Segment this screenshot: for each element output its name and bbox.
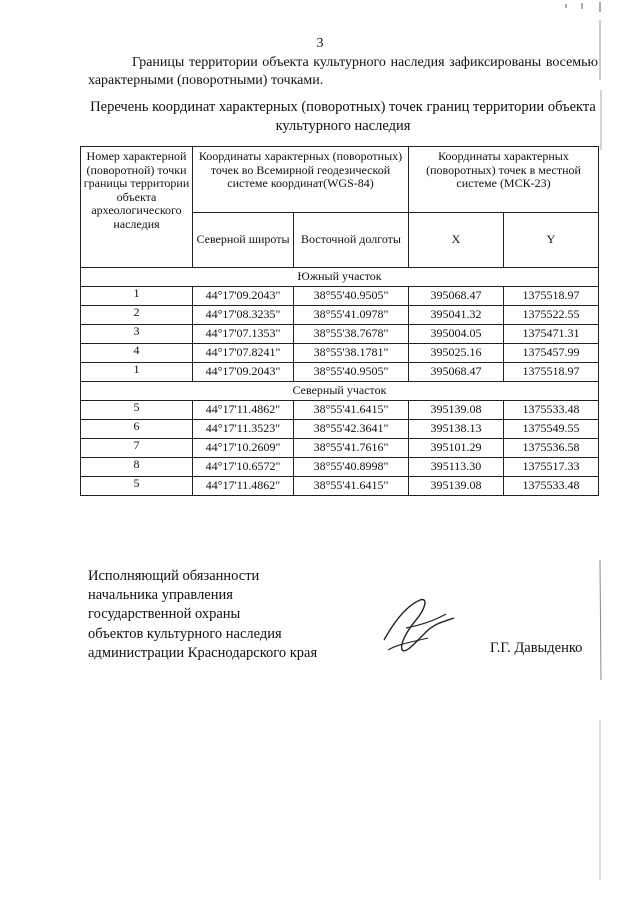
table-row [81,401,599,420]
longitude-cell: 38°55'38.1781" [294,344,409,363]
signer-name: Г.Г. Давыденко [490,640,583,656]
y-coordinate-cell: 1375471.31 [504,325,599,344]
intro-paragraph: Границы территории объекта культурного наследия зафиксированы восемью характерными (поворотными) точками. [88,55,598,88]
y-coordinate-cell: 1375533.48 [504,477,599,496]
x-coordinate-cell: 395139.08 [409,477,504,496]
handwritten-signature [376,592,466,662]
signer-position-line: начальника управления [88,587,233,604]
latitude-cell: 44°17'09.2043" [193,287,294,306]
x-coordinate-cell: 395041.32 [409,306,504,325]
x-coordinate-cell: 395139.08 [409,401,504,420]
point-number-cell: 7 [81,439,193,458]
latitude-cell: 44°17'07.8241" [193,344,294,363]
header-y: Y [504,213,599,268]
header-msk-group: Координаты характерных (поворотных) точек в местной системе (МСК-23) [409,147,599,213]
header-point-number: Номер характерной (поворотной) точки границы территории объекта археологического наследия [81,147,193,268]
x-coordinate-cell: 395004.05 [409,325,504,344]
table-row [81,458,599,477]
table-body [81,268,599,496]
table-row [81,477,599,496]
table-row [81,344,599,363]
latitude-cell: 44°17'07.1353" [193,325,294,344]
point-number-cell: 5 [81,401,193,420]
table-row [81,325,599,344]
latitude-cell: 44°17'11.4862" [193,477,294,496]
y-coordinate-cell: 1375522.55 [504,306,599,325]
latitude-cell: 44°17'11.3523" [193,420,294,439]
point-number-cell: 3 [81,325,193,344]
latitude-cell: 44°17'11.4862" [193,401,294,420]
point-number-cell: 1 [81,363,193,382]
longitude-cell: 38°55'41.0978" [294,306,409,325]
point-number-cell: 1 [81,287,193,306]
point-number-cell: 6 [81,420,193,439]
longitude-cell: 38°55'42.3641" [294,420,409,439]
latitude-cell: 44°17'10.6572" [193,458,294,477]
latitude-cell: 44°17'09.2043" [193,363,294,382]
header-wgs-group: Координаты характерных (поворотных) точек во Всемирной геодезической системе координат(WGS-84) [193,147,409,213]
y-coordinate-cell: 1375549.55 [504,420,599,439]
y-coordinate-cell: 1375517.33 [504,458,599,477]
scan-edge-line [598,20,606,880]
point-number-cell: 2 [81,306,193,325]
latitude-cell: 44°17'10.2609" [193,439,294,458]
longitude-cell: 38°55'41.7616" [294,439,409,458]
x-coordinate-cell: 395025.16 [409,344,504,363]
y-coordinate-cell: 1375536.58 [504,439,599,458]
y-coordinate-cell: 1375457.99 [504,344,599,363]
latitude-cell: 44°17'08.3235" [193,306,294,325]
point-number-cell: 4 [81,344,193,363]
table-row [81,420,599,439]
section-row [81,268,599,287]
signer-position-line: администрации Краснодарского края [88,644,318,661]
table-row [81,287,599,306]
x-coordinate-cell: 395138.13 [409,420,504,439]
longitude-cell: 38°55'41.6415" [294,401,409,420]
signer-position-line: государственной охраны [88,606,241,623]
point-number-cell: 8 [81,458,193,477]
signature-block [88,567,388,663]
table-row [81,306,599,325]
y-coordinate-cell: 1375518.97 [504,287,599,306]
table-row [81,363,599,382]
longitude-cell: 38°55'40.9505" [294,287,409,306]
signer-position-line: Исполняющий обязанности [88,568,260,584]
signer-position-line: объектов культурного наследия [88,625,282,642]
header-north-latitude: Северной широты [193,213,294,268]
header-x: X [409,213,504,268]
longitude-cell: 38°55'41.6415" [294,477,409,496]
point-number-cell: 5 [81,477,193,496]
scan-corner-marks [560,0,620,20]
header-east-longitude: Восточной долготы [294,213,409,268]
longitude-cell: 38°55'38.7678" [294,325,409,344]
table-heading: Перечень координат характерных (поворотных) точек границ территории объекта культурного наследия [90,99,596,134]
page-number: 3 [316,36,324,51]
x-coordinate-cell: 395068.47 [409,363,504,382]
table-row [81,439,599,458]
longitude-cell: 38°55'40.8998" [294,458,409,477]
coordinates-table [80,146,599,496]
longitude-cell: 38°55'40.9505" [294,363,409,382]
section-title: Северный участок [81,382,599,401]
section-row [81,382,599,401]
x-coordinate-cell: 395101.29 [409,439,504,458]
section-title: Южный участок [81,268,599,287]
x-coordinate-cell: 395068.47 [409,287,504,306]
x-coordinate-cell: 395113.30 [409,458,504,477]
y-coordinate-cell: 1375533.48 [504,401,599,420]
y-coordinate-cell: 1375518.97 [504,363,599,382]
